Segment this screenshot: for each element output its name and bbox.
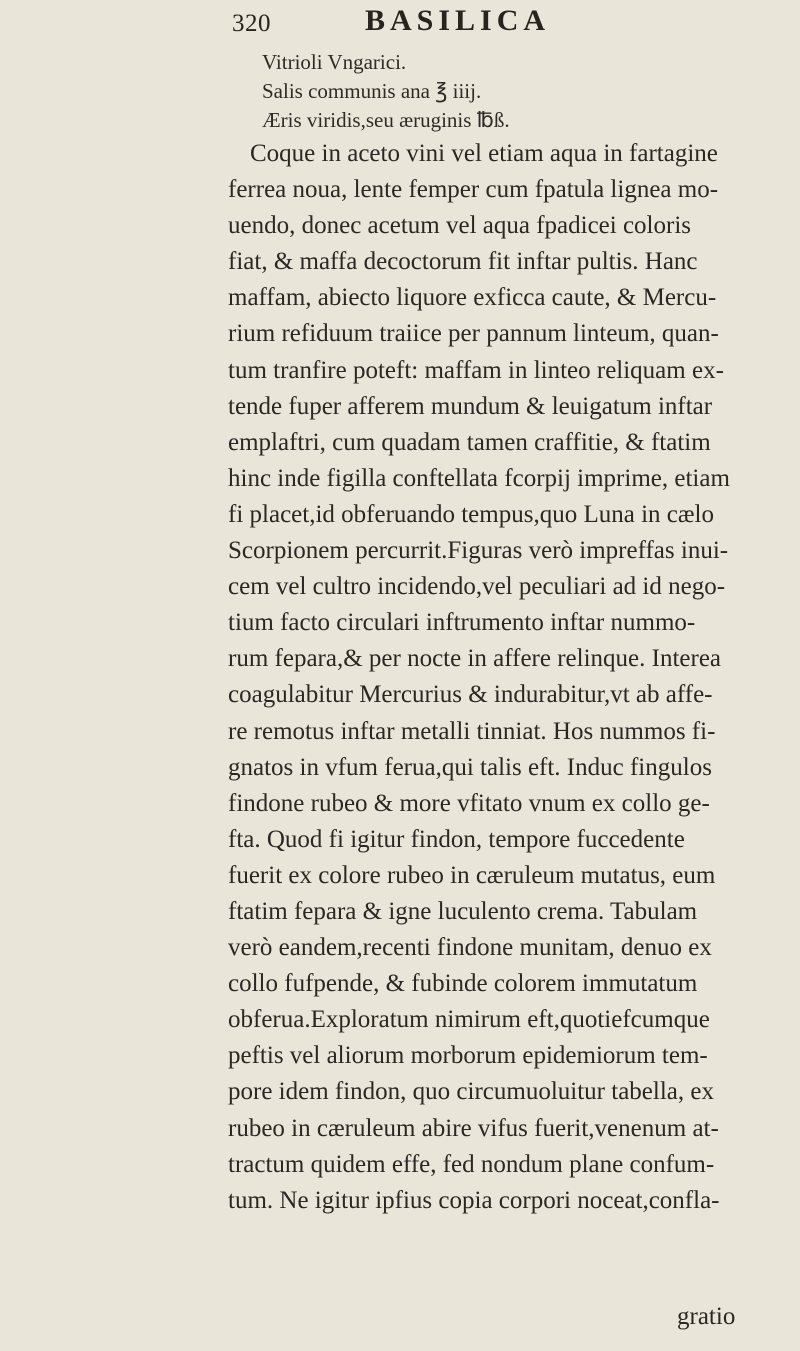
text-line: tium facto circulari inftrumento inftar nummo- <box>228 609 696 637</box>
catchword: gratio <box>677 1303 736 1330</box>
text-line: rium refiduum traiice per pannum linteum, quan- <box>228 320 719 348</box>
text-line: verò eandem,recenti findone munitam, denuo ex <box>228 934 712 962</box>
text-line: cem vel cultro incidendo,vel peculiari ad id nego- <box>228 573 726 601</box>
text-line: Coque in aceto vini vel etiam aqua in fartagine <box>250 140 718 167</box>
text-line: coagulabitur Mercurius & indurabitur,vt ab affe- <box>228 681 713 709</box>
text-line: uendo, donec acetum vel aqua fpadicei coloris <box>228 212 692 240</box>
running-head: BASILICA <box>365 4 551 37</box>
text-line: rum fepara,& per nocte in affere relinque. Interea <box>228 645 722 673</box>
text-line: re remotus inftar metalli tinniat. Hos nummos fi- <box>228 717 716 745</box>
recipe-ingredients <box>262 48 510 135</box>
text-line: ftatim fepara & igne luculento crema. Tabulam <box>228 897 698 925</box>
page-header <box>0 0 800 40</box>
text-line: collo fufpende, & fubinde colorem immutatum <box>228 970 698 998</box>
text-line: tractum quidem effe, fed nondum plane confum- <box>228 1150 715 1178</box>
text-line: emplaftri, cum quadam tamen craffitie, & ftatim <box>228 428 711 456</box>
text-line: tende fuper afferem mundum & leuigatum inftar <box>228 392 713 420</box>
recipe-line: Æris viridis,seu æruginis ℔ß. <box>262 108 510 132</box>
text-line: peftis vel aliorum morborum epidemiorum tem- <box>228 1042 708 1070</box>
text-line: fta. Quod fi igitur findon, tempore fuccedente <box>228 825 685 853</box>
text-line: findone rubeo & more vfitato vnum ex collo ge- <box>228 789 710 817</box>
text-line: gnatos in vfum ferua,qui talis eft. Induc fingulos <box>228 753 712 781</box>
text-line: ferrea noua, lente femper cum fpatula lignea mo- <box>228 176 719 204</box>
recipe-line: Vitrioli Vngarici. <box>262 50 407 74</box>
text-line: hinc inde figilla conftellata fcorpij imprime, etiam <box>228 464 730 492</box>
body-text <box>228 136 743 1219</box>
text-line: tum tranfire poteft: maffam in linteo reliquam ex- <box>228 356 724 384</box>
text-line: obferua.Exploratum nimirum eft,quotiefcumque <box>228 1006 710 1034</box>
recipe-line: Salis communis ana ℥ iiij. <box>262 79 482 103</box>
text-line: tum. Ne igitur ipfius copia corpori noceat,confla- <box>228 1186 720 1214</box>
text-line: rubeo in cæruleum abire vifus fuerit,venenum at- <box>228 1114 719 1142</box>
text-line: fi placet,id obferuando tempus,quo Luna in cælo <box>228 500 714 528</box>
text-line: pore idem findon, quo circumuoluitur tabella, ex <box>228 1078 714 1106</box>
text-line: fiat, & maffa decoctorum fit inftar pultis. Hanc <box>228 248 698 276</box>
page-number: 320 <box>232 10 271 37</box>
text-line: Scorpionem percurrit.Figuras verò impreffas inui- <box>228 537 729 565</box>
text-line: fuerit ex colore rubeo in cæruleum mutatus, eum <box>228 861 716 889</box>
text-line: maffam, abiecto liquore exficca caute, & Mercu- <box>228 284 717 312</box>
